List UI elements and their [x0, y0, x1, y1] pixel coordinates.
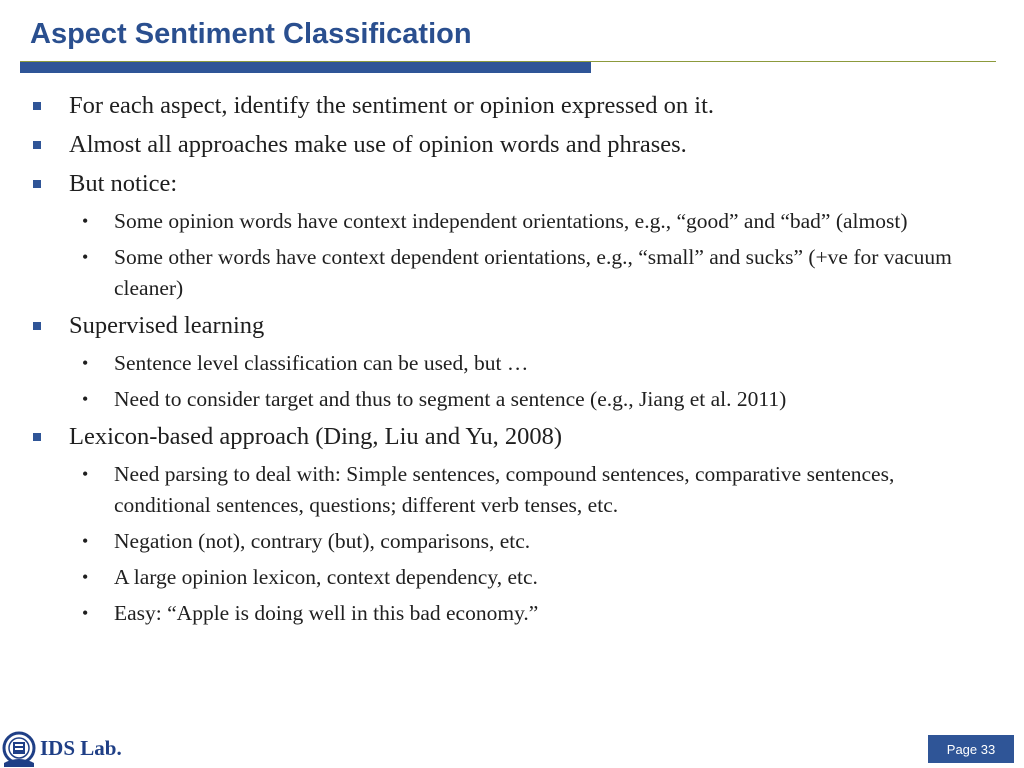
- sub-bullet-item: [0, 384, 1024, 415]
- round-bullet-icon: •: [82, 603, 89, 623]
- lab-logo: [2, 729, 122, 767]
- sub-bullet-text: Sentence level classification can be used, but …: [114, 351, 529, 375]
- bullet-item: [0, 89, 1024, 123]
- bullet-text: For each aspect, identify the sentiment or opinion expressed on it.: [69, 92, 715, 119]
- bullet-text: Lexicon-based approach (Ding, Liu and Yu, 2008): [69, 423, 563, 450]
- round-bullet-icon: •: [82, 353, 89, 373]
- sub-bullet-text: Negation (not), contrary (but), comparisons, etc.: [114, 529, 531, 553]
- sub-bullet-text: Need parsing to deal with: Simple sentences, compound sentences, comparative sentences, conditional sentences, questions; different verb tenses, etc.: [114, 462, 895, 517]
- sub-bullet-item: [0, 348, 1024, 379]
- round-bullet-icon: •: [82, 567, 89, 587]
- bullet-text: But notice:: [69, 170, 178, 197]
- bullet-item: [0, 420, 1024, 454]
- round-bullet-icon: •: [82, 247, 89, 267]
- bullet-item: [0, 309, 1024, 343]
- square-bullet-icon: [33, 102, 41, 110]
- slide-title: Aspect Sentiment Classification: [30, 18, 472, 50]
- sub-bullet-text: Some opinion words have context independent orientations, e.g., “good” and “bad” (almost): [114, 209, 908, 233]
- bullet-item: [0, 128, 1024, 162]
- square-bullet-icon: [33, 433, 41, 441]
- round-bullet-icon: •: [82, 211, 89, 231]
- bullet-item: [0, 167, 1024, 201]
- lab-name: IDS Lab.: [40, 735, 122, 760]
- sub-bullet-item: [0, 459, 1024, 521]
- bullet-list: [0, 84, 1024, 629]
- square-bullet-icon: [33, 322, 41, 330]
- sub-bullet-item: [0, 206, 1024, 237]
- sub-bullet-text: Need to consider target and thus to segment a sentence (e.g., Jiang et al. 2011): [114, 387, 787, 411]
- sub-bullet-text: Easy: “Apple is doing well in this bad economy.”: [114, 601, 539, 625]
- page-number: Page 33: [928, 735, 1014, 763]
- sub-bullet-item: [0, 562, 1024, 593]
- sub-bullet-item: [0, 242, 1024, 304]
- sub-bullet-item: [0, 598, 1024, 629]
- square-bullet-icon: [33, 141, 41, 149]
- round-bullet-icon: •: [82, 389, 89, 409]
- round-bullet-icon: •: [82, 531, 89, 551]
- round-bullet-icon: •: [82, 464, 89, 484]
- sub-bullet-item: [0, 526, 1024, 557]
- university-seal-icon: [2, 729, 36, 767]
- bullet-text: Almost all approaches make use of opinion words and phrases.: [69, 131, 687, 158]
- sub-bullet-text: A large opinion lexicon, context dependency, etc.: [114, 565, 538, 589]
- title-accent-bar: [20, 62, 591, 73]
- square-bullet-icon: [33, 180, 41, 188]
- sub-bullet-text: Some other words have context dependent orientations, e.g., “small” and sucks” (+ve for vacuum cleaner): [114, 245, 952, 300]
- bullet-text: Supervised learning: [69, 312, 265, 339]
